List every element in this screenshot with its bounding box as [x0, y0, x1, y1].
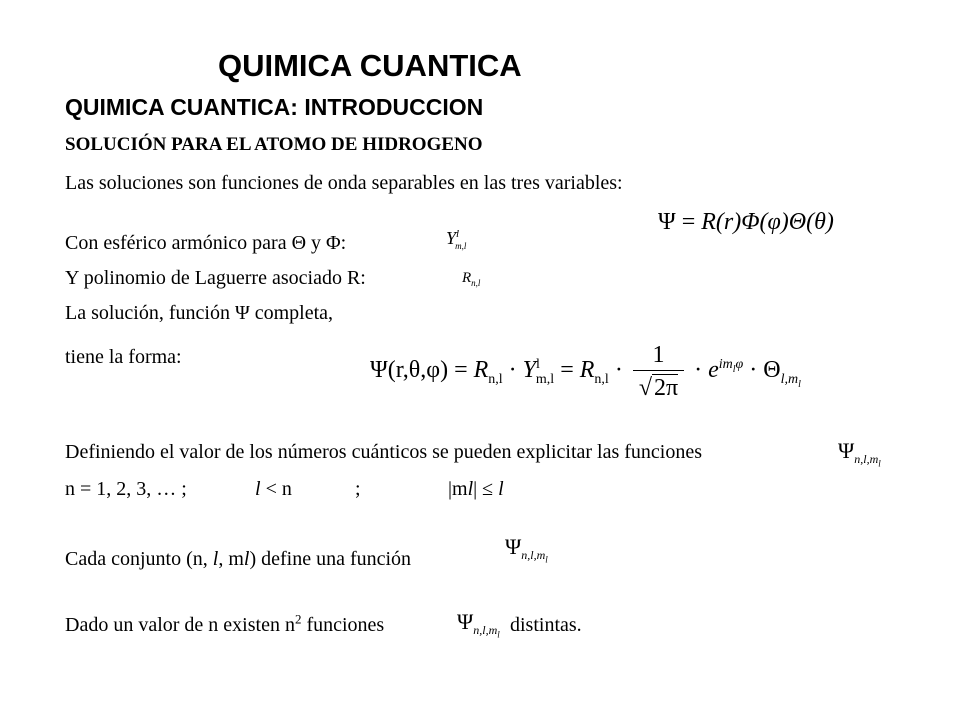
- psi-base: Ψ: [457, 609, 474, 634]
- separable-rhs: R(r)Φ(φ)Θ(θ): [701, 209, 834, 235]
- dado-b: funciones: [306, 614, 385, 636]
- psi-sub-nlm: n,l,m: [854, 452, 879, 467]
- conjunto-l: l: [212, 548, 219, 570]
- solution-line: [65, 302, 333, 325]
- theta-sub-l: l: [798, 378, 801, 390]
- harmonic-sub: m,l: [455, 240, 467, 251]
- conjunto-line: [65, 548, 411, 571]
- sqrt-content: 2π: [653, 375, 679, 401]
- psi-sub-nlm: n,l,m: [473, 623, 498, 638]
- ml-close: |: [473, 478, 478, 500]
- r-symbol: R: [579, 357, 595, 384]
- conjunto-b: , m: [218, 548, 244, 570]
- harmonic-label: Con esférico armónico para: [65, 232, 287, 254]
- conjunto-l2: l: [243, 548, 250, 570]
- y-symbol: Y: [522, 357, 537, 384]
- dot-operator: ·: [508, 357, 517, 384]
- form-line: tiene la forma:: [65, 346, 182, 368]
- dot-operator: ·: [694, 357, 703, 384]
- laguerre-base: R: [462, 270, 472, 286]
- solution-label: La solución, función: [65, 302, 230, 324]
- laguerre-symbol: [462, 270, 480, 287]
- theta-sub: [780, 371, 801, 390]
- harmonic-symbol: [446, 228, 466, 249]
- conjunto-c: ) define una función: [249, 548, 412, 570]
- defining-line: Definiendo el valor de los números cuánticos se pueden explicitar las funciones: [65, 441, 703, 463]
- l-var: l: [255, 478, 261, 500]
- psi-nlml-symbol: [838, 438, 881, 469]
- dado-a: Dado un valor de n existen n: [65, 614, 295, 636]
- fraction-numerator: 1: [652, 342, 665, 368]
- section-heading: SOLUCIÓN PARA EL ATOMO DE HIDROGENO: [65, 134, 483, 155]
- psi-base: Ψ: [838, 438, 855, 463]
- psi-symbol: Ψ: [658, 209, 676, 235]
- dot-operator: ·: [749, 357, 758, 384]
- psi-sub: [854, 452, 881, 469]
- fraction-denominator: [633, 370, 684, 403]
- psi-nlml-symbol: [505, 534, 548, 565]
- exp-sup: [718, 357, 744, 375]
- psi-symbol: Ψ: [234, 302, 250, 324]
- full-lhs: Ψ(r,θ,φ) =: [370, 357, 468, 384]
- psi-sub-nlm: n,l,m: [521, 548, 546, 563]
- laguerre-line: Y polinomio de Laguerre asociado R:: [65, 267, 366, 289]
- r-sub: n,l: [488, 371, 503, 387]
- separable-equation: [658, 209, 834, 236]
- psi-sub: [473, 623, 500, 640]
- theta-sub-lm: l,m: [780, 371, 799, 387]
- exp-sup-im: im: [718, 357, 733, 373]
- l-rel: < n: [265, 478, 292, 500]
- r-sub: n,l: [594, 371, 609, 387]
- quantum-sep: ;: [355, 478, 361, 500]
- fraction: [633, 340, 684, 403]
- l-var-2: l: [498, 478, 504, 500]
- equals-sign: =: [681, 209, 696, 235]
- intro-line: Las soluciones son funciones de onda separables en las tres variables:: [65, 172, 623, 194]
- exp-sup-l: l: [732, 363, 736, 375]
- psi-nlml-symbol: [457, 609, 500, 640]
- harmonic-line: [65, 232, 346, 255]
- harmonic-base: Y: [446, 228, 457, 248]
- y-sup: l: [536, 357, 540, 373]
- psi-sub-l: l: [878, 458, 881, 469]
- r-symbol: R: [473, 357, 489, 384]
- theta-symbol: Θ: [291, 232, 307, 254]
- dado-end: distintas.: [510, 614, 582, 636]
- full-equation: [370, 340, 801, 403]
- psi-sub: [521, 548, 548, 565]
- exp-sup-phi: φ: [735, 357, 744, 373]
- page-title: QUIMICA CUANTICA: [218, 48, 522, 83]
- quantum-n: n = 1, 2, 3, … ;: [65, 478, 187, 500]
- solution-suffix: completa,: [254, 302, 334, 324]
- phi-symbol: Φ:: [326, 232, 347, 254]
- laguerre-sub: n,l: [471, 278, 481, 288]
- and-word: y: [311, 232, 322, 254]
- exp-base: e: [708, 357, 719, 384]
- dado-line: [65, 611, 385, 637]
- ml-open: |m: [448, 478, 468, 500]
- sqrt-icon: √: [638, 375, 652, 401]
- equals-sign: =: [560, 357, 574, 384]
- conjunto-a: Cada conjunto (n,: [65, 548, 208, 570]
- quantum-ml: [448, 478, 504, 501]
- subtitle: QUIMICA CUANTICA: INTRODUCCION: [65, 94, 484, 120]
- psi-base: Ψ: [505, 534, 522, 559]
- y-sub: m,l: [535, 371, 555, 387]
- le-symbol: ≤: [482, 478, 494, 500]
- harmonic-sup: l: [456, 228, 460, 240]
- psi-sub-l: l: [497, 629, 500, 640]
- ml-var: l: [467, 478, 474, 500]
- theta-symbol: Θ: [763, 357, 781, 384]
- dot-operator: ·: [614, 357, 623, 384]
- psi-sub-l: l: [545, 554, 548, 565]
- quantum-l: [255, 478, 292, 501]
- dado-sup: 2: [294, 611, 302, 627]
